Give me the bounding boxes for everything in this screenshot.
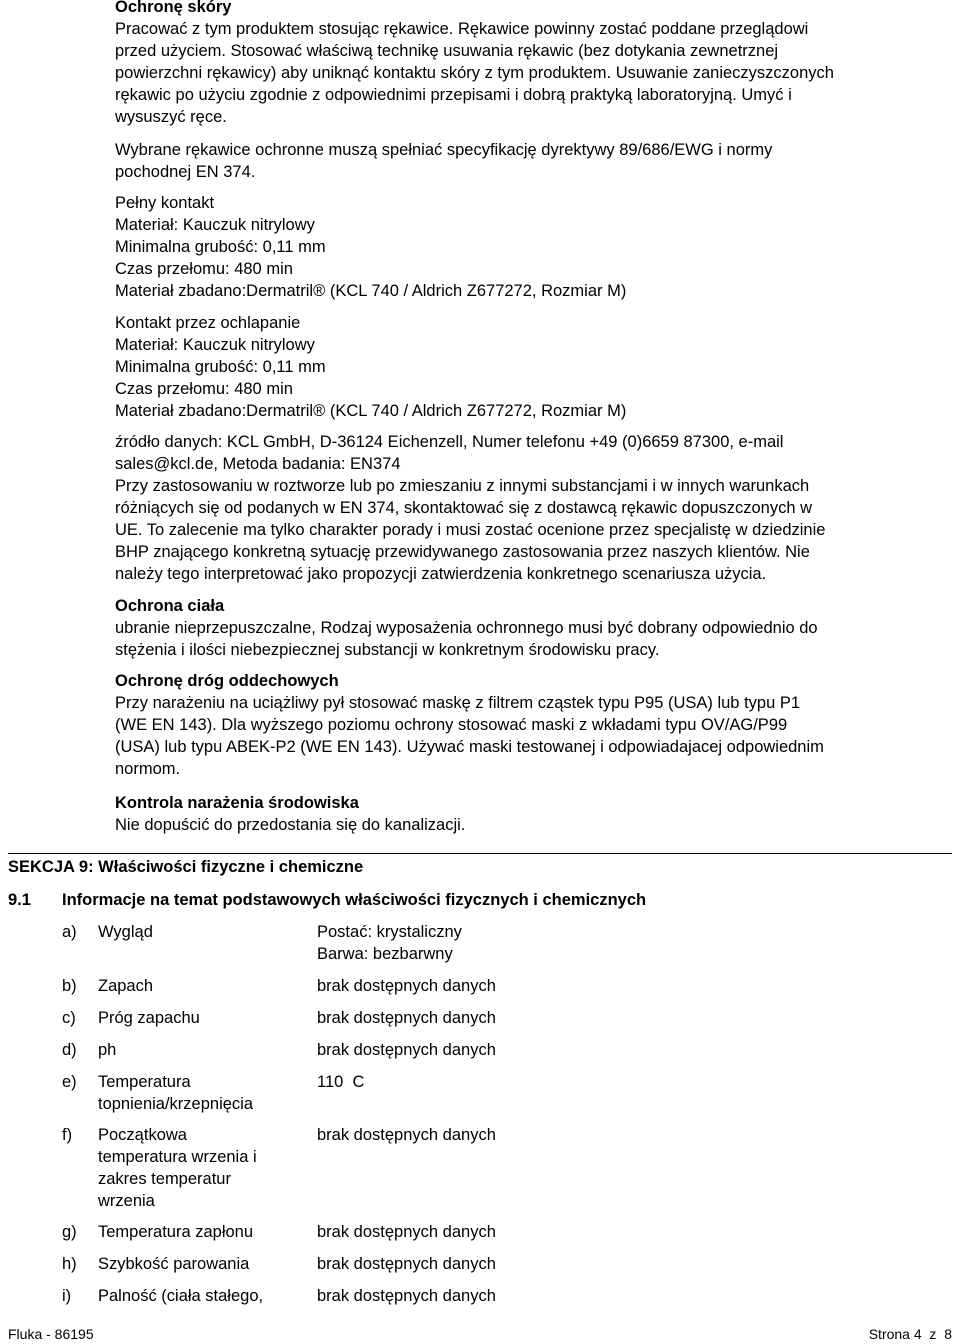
data-source-paragraph: źródło danych: KCL GmbH, D-36124 Eichenzell, Numer telefonu +49 (0)6659 87300, e-mail sales@kcl.de, Metoda badania: EN374 Przy zastosowaniu w roztworze lub po zmieszaniu z innymi substancjami i w innych warunkach różniących się od podanych w EN 374, skontaktować się z dostawcą rękawic dopuszczonych w UE. To zalecenie ma tylko charakter porady i musi zostać ocenione przez specjalistę w dziedzinie BHP znającego konkretną sytuację przewidywanego zastosowania przez naszych klientów. Nie należy tego interpretować jako propozycji zatwierdzenia konkretnego scenariusza użycia. — [115, 433, 826, 583]
property-value: brak dostępnych danych — [317, 1223, 496, 1241]
property-letter: h) — [62, 1255, 77, 1273]
body-protection-heading: Ochrona ciała — [115, 597, 225, 615]
property-label: Szybkość parowania — [98, 1255, 250, 1273]
environment-exposure-heading: Kontrola narażenia środowiska — [115, 794, 359, 812]
section-9-title: SEKCJA 9: Właściwości fizyczne i chemiczne — [8, 858, 364, 876]
property-value: brak dostępnych danych — [317, 1126, 496, 1144]
subsection-title: Informacje na temat podstawowych właściwości fizycznych i chemicznych — [62, 891, 647, 909]
property-letter: a) — [62, 923, 77, 941]
glove-standard-paragraph: Wybrane rękawice ochronne muszą spełniać specyfikację dyrektywy 89/686/EWG i normy pochodnej EN 374. — [115, 141, 773, 181]
footer-page-number: Strona 4 z 8 — [868, 1326, 952, 1342]
property-value: brak dostępnych danych — [317, 977, 496, 995]
skin-protection-heading: Ochronę skóry — [115, 0, 232, 16]
property-value: brak dostępnych danych — [317, 1255, 496, 1273]
property-label: Próg zapachu — [98, 1009, 200, 1027]
property-label: ph — [98, 1041, 117, 1059]
respiratory-protection-heading: Ochronę dróg oddechowych — [115, 672, 339, 690]
property-value: brak dostępnych danych — [317, 1041, 496, 1059]
skin-protection-paragraph: Pracować z tym produktem stosując rękawice. Rękawice powinny zostać poddane przeglądowi przed użyciem. Stosować właściwą technikę usuwania rękawic (bez dotykania zewnetrznej powierzchni rękawicy) aby uniknąć kontaktu skóry z tym produktem. Usuwanie zanieczyszczonych rękawic po użyciu zgodnie z odpowiednimi przepisami i dobrą praktyką laboratoryjną. Umyć i wysuszyć ręce. — [115, 20, 834, 126]
splash-contact-block: Kontakt przez ochlapanie Materiał: Kauczuk nitrylowy Minimalna grubość: 0,11 mm Czas przełomu: 480 min Materiał zbadano:Dermatril® (KCL 740 / Aldrich Z677272, Rozmiar M) — [115, 314, 627, 420]
property-letter: c) — [62, 1009, 76, 1027]
respiratory-protection-text: Przy narażeniu na uciążliwy pył stosować maskę z filtrem cząstek typu P95 (USA) lub typu P1 (WE EN 143). Dla wyższego poziomu ochrony stosować maski z wkładami typu OV/AG/P99 (USA) lub typu ABEK-P2 (WE EN 143). Używać maski testowanej i odpowiadajacej odpowiednim normom. — [115, 694, 824, 778]
subsection-number: 9.1 — [8, 891, 31, 909]
property-letter: d) — [62, 1041, 77, 1059]
body-protection-text: ubranie nieprzepuszczalne, Rodzaj wyposażenia ochronnego musi być dobrany odpowiednio do stężenia i ilości niebezpiecznej substancji w konkretnym środowisku pracy. — [115, 619, 818, 659]
property-label: Temperatura zapłonu — [98, 1223, 254, 1241]
property-letter: b) — [62, 977, 77, 995]
property-label: Początkowa temperatura wrzenia i zakres temperatur wrzenia — [98, 1126, 257, 1210]
property-letter: f) — [62, 1126, 73, 1144]
property-letter: i) — [62, 1287, 72, 1305]
full-contact-block: Pełny kontakt Materiał: Kauczuk nitrylowy Minimalna grubość: 0,11 mm Czas przełomu: 480 min Materiał zbadano:Dermatril® (KCL 740 / Aldrich Z677272, Rozmiar M) — [115, 194, 627, 300]
property-label: Temperatura topnienia/krzepnięcia — [98, 1073, 254, 1113]
property-value: 110 C — [317, 1073, 365, 1091]
section-divider — [8, 853, 952, 854]
property-label: Palność (ciała stałego, — [98, 1287, 264, 1305]
property-value: Postać: krystaliczny Barwa: bezbarwny — [317, 923, 462, 963]
property-value: brak dostępnych danych — [317, 1287, 496, 1305]
property-label: Zapach — [98, 977, 154, 995]
property-value: brak dostępnych danych — [317, 1009, 496, 1027]
property-letter: g) — [62, 1223, 77, 1241]
footer-product-id: Fluka - 86195 — [8, 1326, 94, 1342]
property-label: Wygląd — [98, 923, 153, 941]
property-letter: e) — [62, 1073, 77, 1091]
environment-exposure-text: Nie dopuścić do przedostania się do kanalizacji. — [115, 816, 466, 834]
